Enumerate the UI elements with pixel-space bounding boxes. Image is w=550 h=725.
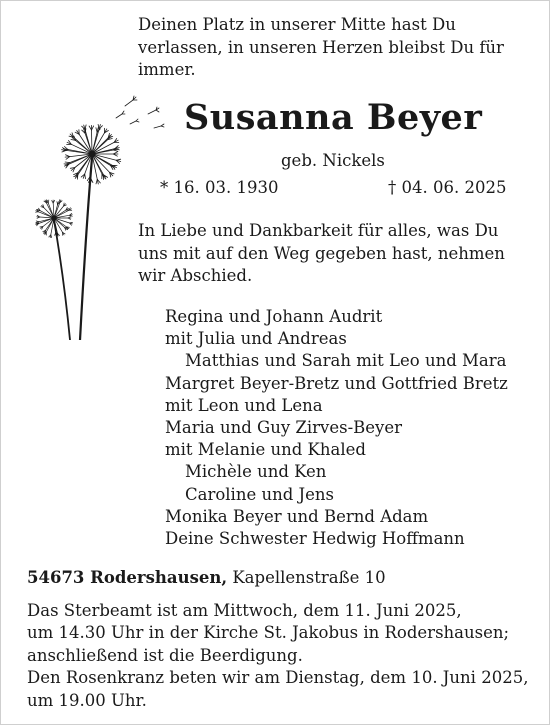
mourning-address bbox=[27, 567, 527, 589]
mourner-line: Matthias und Sarah mit Leo und Mara bbox=[185, 351, 507, 371]
farewell-line: In Liebe und Dankbarkeit für alles, was Du bbox=[138, 221, 499, 240]
mourner-line: Maria und Guy Zirves-Beyer bbox=[165, 418, 403, 438]
farewell-line: wir Abschied. bbox=[138, 266, 253, 285]
service-details bbox=[27, 600, 527, 712]
farewell-text bbox=[138, 220, 538, 288]
birth-date: * 16. 03. 1930 bbox=[160, 178, 279, 197]
address-street: Kapellenstraße 10 bbox=[232, 568, 386, 587]
service-line: Das Sterbeamt ist am Mittwoch, dem 11. Juni 2025, bbox=[27, 601, 462, 620]
deceased-name: Susanna Beyer bbox=[184, 97, 483, 138]
mourner-line: Caroline und Jens bbox=[185, 484, 335, 504]
verse-line: verlassen, in unseren Herzen bleibst Du für bbox=[138, 37, 504, 57]
farewell-line: uns mit auf den Weg gegeben hast, nehmen bbox=[138, 243, 505, 263]
birth-name: geb. Nickels bbox=[281, 151, 385, 170]
mourner-line: Monika Beyer und Bernd Adam bbox=[165, 506, 429, 526]
service-line: um 19.00 Uhr. bbox=[27, 690, 147, 710]
verse-line: immer. bbox=[138, 60, 196, 79]
service-line: Den Rosenkranz beten wir am Dienstag, dem 10. Juni 2025, bbox=[27, 668, 529, 688]
service-line: um 14.30 Uhr in der Kirche St. Jakobus in Rodershausen; bbox=[27, 623, 510, 643]
mourner-line: Regina und Johann Audrit bbox=[165, 307, 383, 326]
mourner-line: Margret Beyer-Bretz und Gottfried Bretz bbox=[165, 373, 508, 393]
death-date: † 04. 06. 2025 bbox=[388, 178, 507, 197]
mourner-line: mit Julia und Andreas bbox=[165, 329, 347, 349]
mourner-line: Michèle und Ken bbox=[185, 462, 327, 482]
mourners-list bbox=[165, 306, 545, 550]
service-line: anschließend ist die Beerdigung. bbox=[27, 645, 303, 665]
verse-line: Deinen Platz in unserer Mitte hast Du bbox=[138, 15, 456, 34]
address-place: 54673 Rodershausen, bbox=[27, 568, 228, 587]
dandelion-icon bbox=[30, 88, 180, 340]
mourner-line: mit Melanie und Khaled bbox=[165, 440, 366, 460]
verse-text bbox=[138, 14, 538, 82]
mourner-line: mit Leon und Lena bbox=[165, 395, 323, 415]
mourner-line: Deine Schwester Hedwig Hoffmann bbox=[165, 529, 465, 549]
